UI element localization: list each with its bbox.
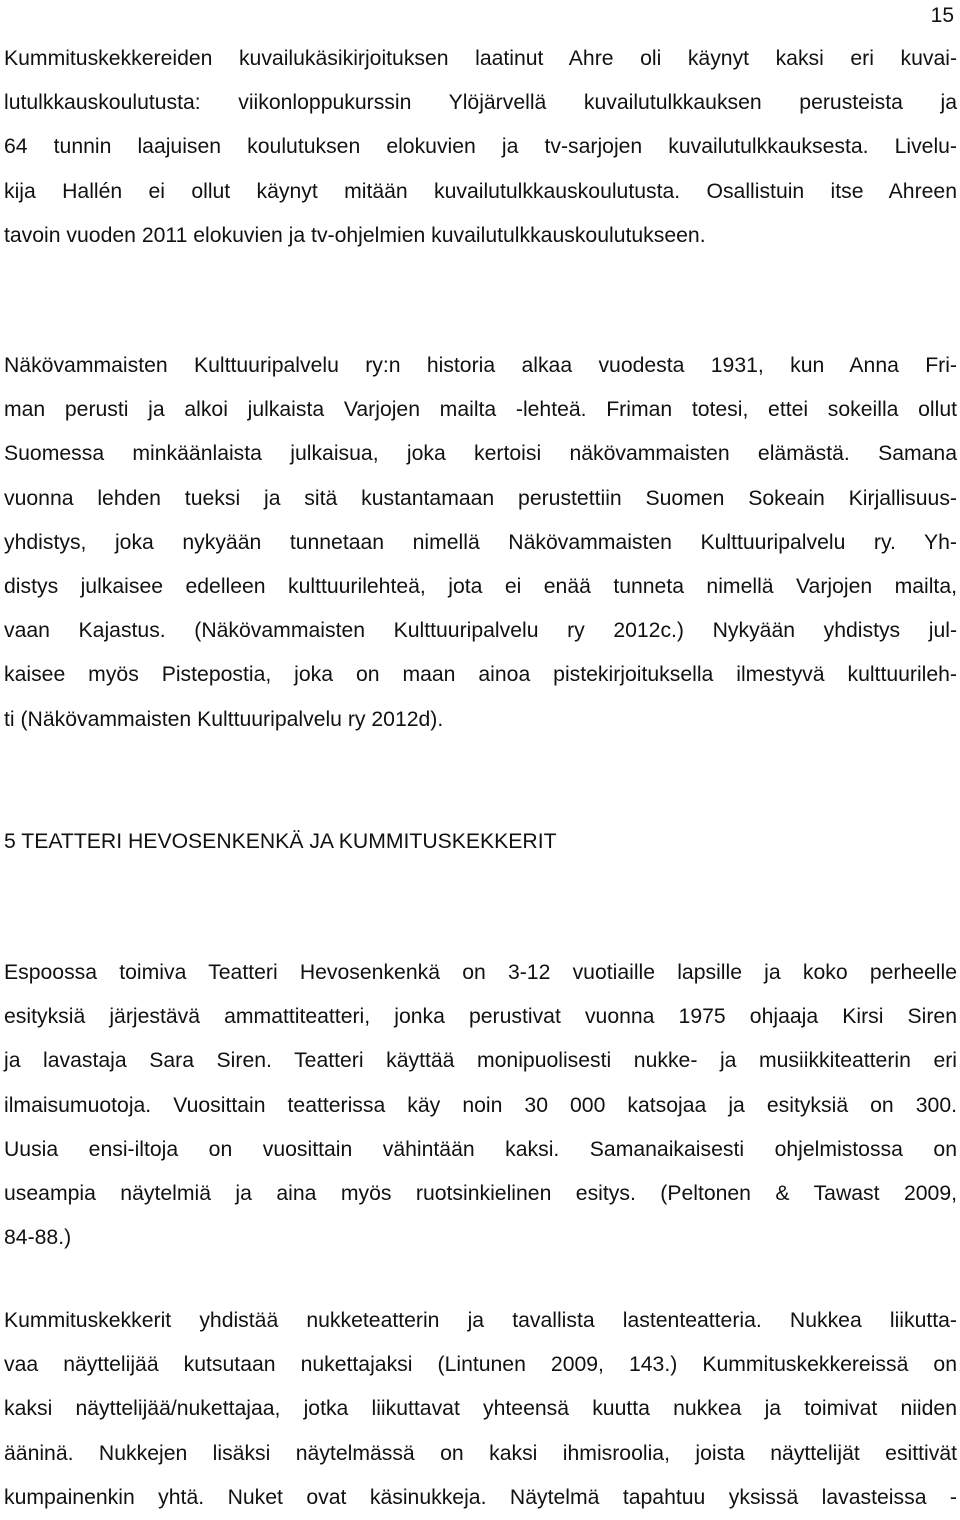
heading-text: 5 TEATTERI HEVOSENKENKÄ JA KUMMITUSKEKKERIT [4, 830, 557, 853]
text-line: distys julkaisee edelleen kulttuurilehteä, jota ei enää tunneta nimellä Varjojen mailta, [4, 574, 957, 598]
paragraph-organization-history [4, 344, 957, 742]
text-line: Espoossa toimiva Teatteri Hevosenkenkä on 3-12 vuotiaille lapsille ja koko perheelle [4, 961, 957, 984]
paragraph-play-description [4, 1299, 957, 1520]
text-line: kaisee myös Pistepostia, joka on maan ainoa pistekirjoituksella ilmestyvä kulttuurileh- [4, 663, 957, 687]
text-line: Uusia ensi-iltoja on vuosittain vähintään kaksi. Samanaikaisesti ohjelmistossa on [4, 1137, 957, 1161]
paragraph-theatre-intro [4, 951, 957, 1260]
paragraph-describer-training [4, 37, 957, 258]
text-line: vuonna lehden tueksi ja sitä kustantamaan perustettiin Suomen Sokeain Kirjallisuus- [4, 486, 957, 510]
text-line: ti (Näkövammaisten Kulttuuripalvelu ry 2012d). [4, 707, 444, 731]
text-line: Näkövammaisten Kulttuuripalvelu ry:n historia alkaa vuodesta 1931, kun Anna Fri- [4, 354, 957, 377]
text-line: Kummituskekkereiden kuvailukäsikirjoituksen laatinut Ahre oli käynyt kaksi eri kuvai- [4, 47, 957, 70]
text-line: lutulkkauskoulutusta: viikonloppukurssin Ylöjärvellä kuvailutulkkauksen perusteista ja [4, 91, 957, 115]
page-number: 15 [930, 4, 954, 27]
section-heading [4, 820, 957, 864]
text-line: Kummituskekkerit yhdistää nukketeatterin ja tavallista lastenteatteria. Nukkea liikutta- [4, 1309, 957, 1332]
text-line: esityksiä järjestävä ammattiteatteri, jonka perustivat vuonna 1975 ohjaaja Kirsi Siren [4, 1005, 957, 1029]
text-line: tavoin vuoden 2011 elokuvien ja tv-ohjelmien kuvailutulkkauskoulutukseen. [4, 223, 706, 247]
text-line: vaa näyttelijää kutsutaan nukettajaksi (Lintunen 2009, 143.) Kummituskekkereissä on [4, 1353, 957, 1377]
text-line: useampia näytelmiä ja aina myös ruotsinkielinen esitys. (Peltonen & Tawast 2009, [4, 1181, 957, 1205]
text-line: ja lavastaja Sara Siren. Teatteri käyttää monipuolisesti nukke- ja musiikkiteatterin eri [4, 1049, 957, 1073]
text-line: man perusti ja alkoi julkaista Varjojen mailta -lehteä. Friman totesi, ettei sokeilla ollut [4, 398, 957, 422]
text-line: 64 tunnin laajuisen koulutuksen elokuvien ja tv-sarjojen kuvailutulkkauksesta. Livelu- [4, 135, 957, 159]
text-line: kija Hallén ei ollut käynyt mitään kuvailutulkkauskoulutusta. Osallistuin itse Ahreen [4, 179, 957, 203]
text-line: ilmaisumuotoja. Vuosittain teatterissa käy noin 30 000 katsojaa ja esityksiä on 300. [4, 1093, 957, 1117]
text-line: vaan Kajastus. (Näkövammaisten Kulttuuripalvelu ry 2012c.) Nykyään yhdistys jul- [4, 619, 957, 643]
text-line: kumpainenkin yhtä. Nuket ovat käsinukkeja. Näytelmä tapahtuu yksissä lavasteissa - [4, 1485, 957, 1509]
text-line: ääninä. Nukkejen lisäksi näytelmässä on kaksi ihmisroolia, joista näyttelijät esittivät [4, 1441, 957, 1465]
text-line: yhdistys, joka nykyään tunnetaan nimellä Näkövammaisten Kulttuuripalvelu ry. Yh- [4, 530, 957, 554]
text-line: kaksi näyttelijää/nukettajaa, jotka liikuttavat yhteensä kuutta nukkea ja toimivat niiden [4, 1397, 957, 1421]
text-line: Suomessa minkäänlaista julkaisua, joka kertoisi näkövammaisten elämästä. Samana [4, 442, 957, 466]
text-line: 84-88.) [4, 1226, 72, 1250]
